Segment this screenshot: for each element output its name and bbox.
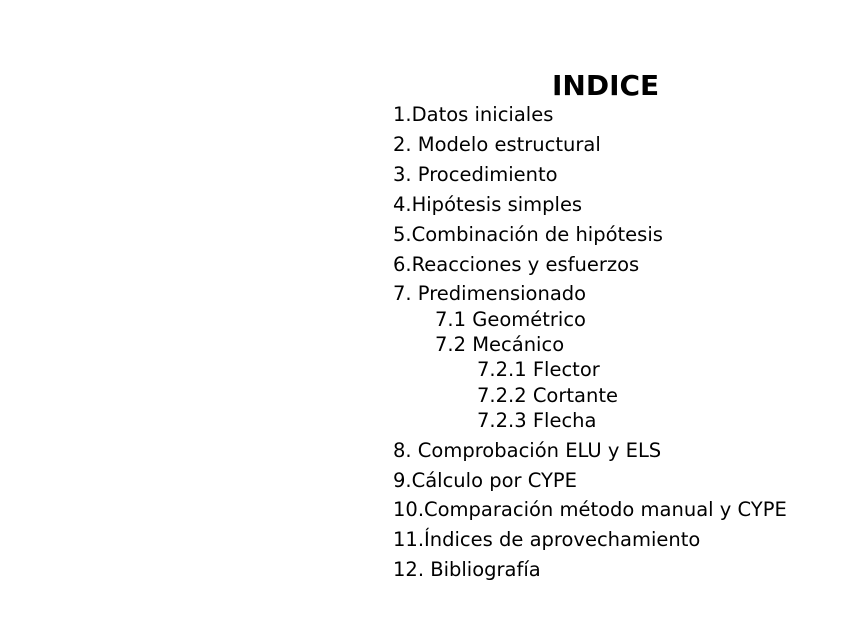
toc-item-7: 7. Predimensionado [393, 282, 587, 305]
toc-subitem-7-2-2: 7.2.2 Cortante [477, 384, 618, 407]
toc-item-4: 4.Hipótesis simples [393, 193, 583, 216]
toc-subitem-7-2-3: 7.2.3 Flecha [477, 409, 597, 432]
toc-item-6: 6.Reacciones y esfuerzos [393, 253, 640, 276]
page-title: INDICE [552, 69, 660, 102]
toc-item-12: 12. Bibliografía [393, 558, 541, 581]
toc-subitem-7-2: 7.2 Mecánico [435, 333, 565, 356]
toc-item-3: 3. Procedimiento [393, 163, 558, 186]
toc-item-9: 9.Cálculo por CYPE [393, 469, 578, 492]
toc-item-2: 2. Modelo estructural [393, 133, 601, 156]
toc-item-11: 11.Índices de aprovechamiento [393, 528, 701, 551]
toc-subitem-7-1: 7.1 Geométrico [435, 308, 586, 331]
toc-subitem-7-2-1: 7.2.1 Flector [477, 358, 600, 381]
toc-item-5: 5.Combinación de hipótesis [393, 223, 663, 246]
toc-item-1: 1.Datos iniciales [393, 103, 554, 126]
toc-item-8: 8. Comprobación ELU y ELS [393, 439, 662, 462]
toc-item-10: 10.Comparación método manual y CYPE [393, 498, 787, 521]
